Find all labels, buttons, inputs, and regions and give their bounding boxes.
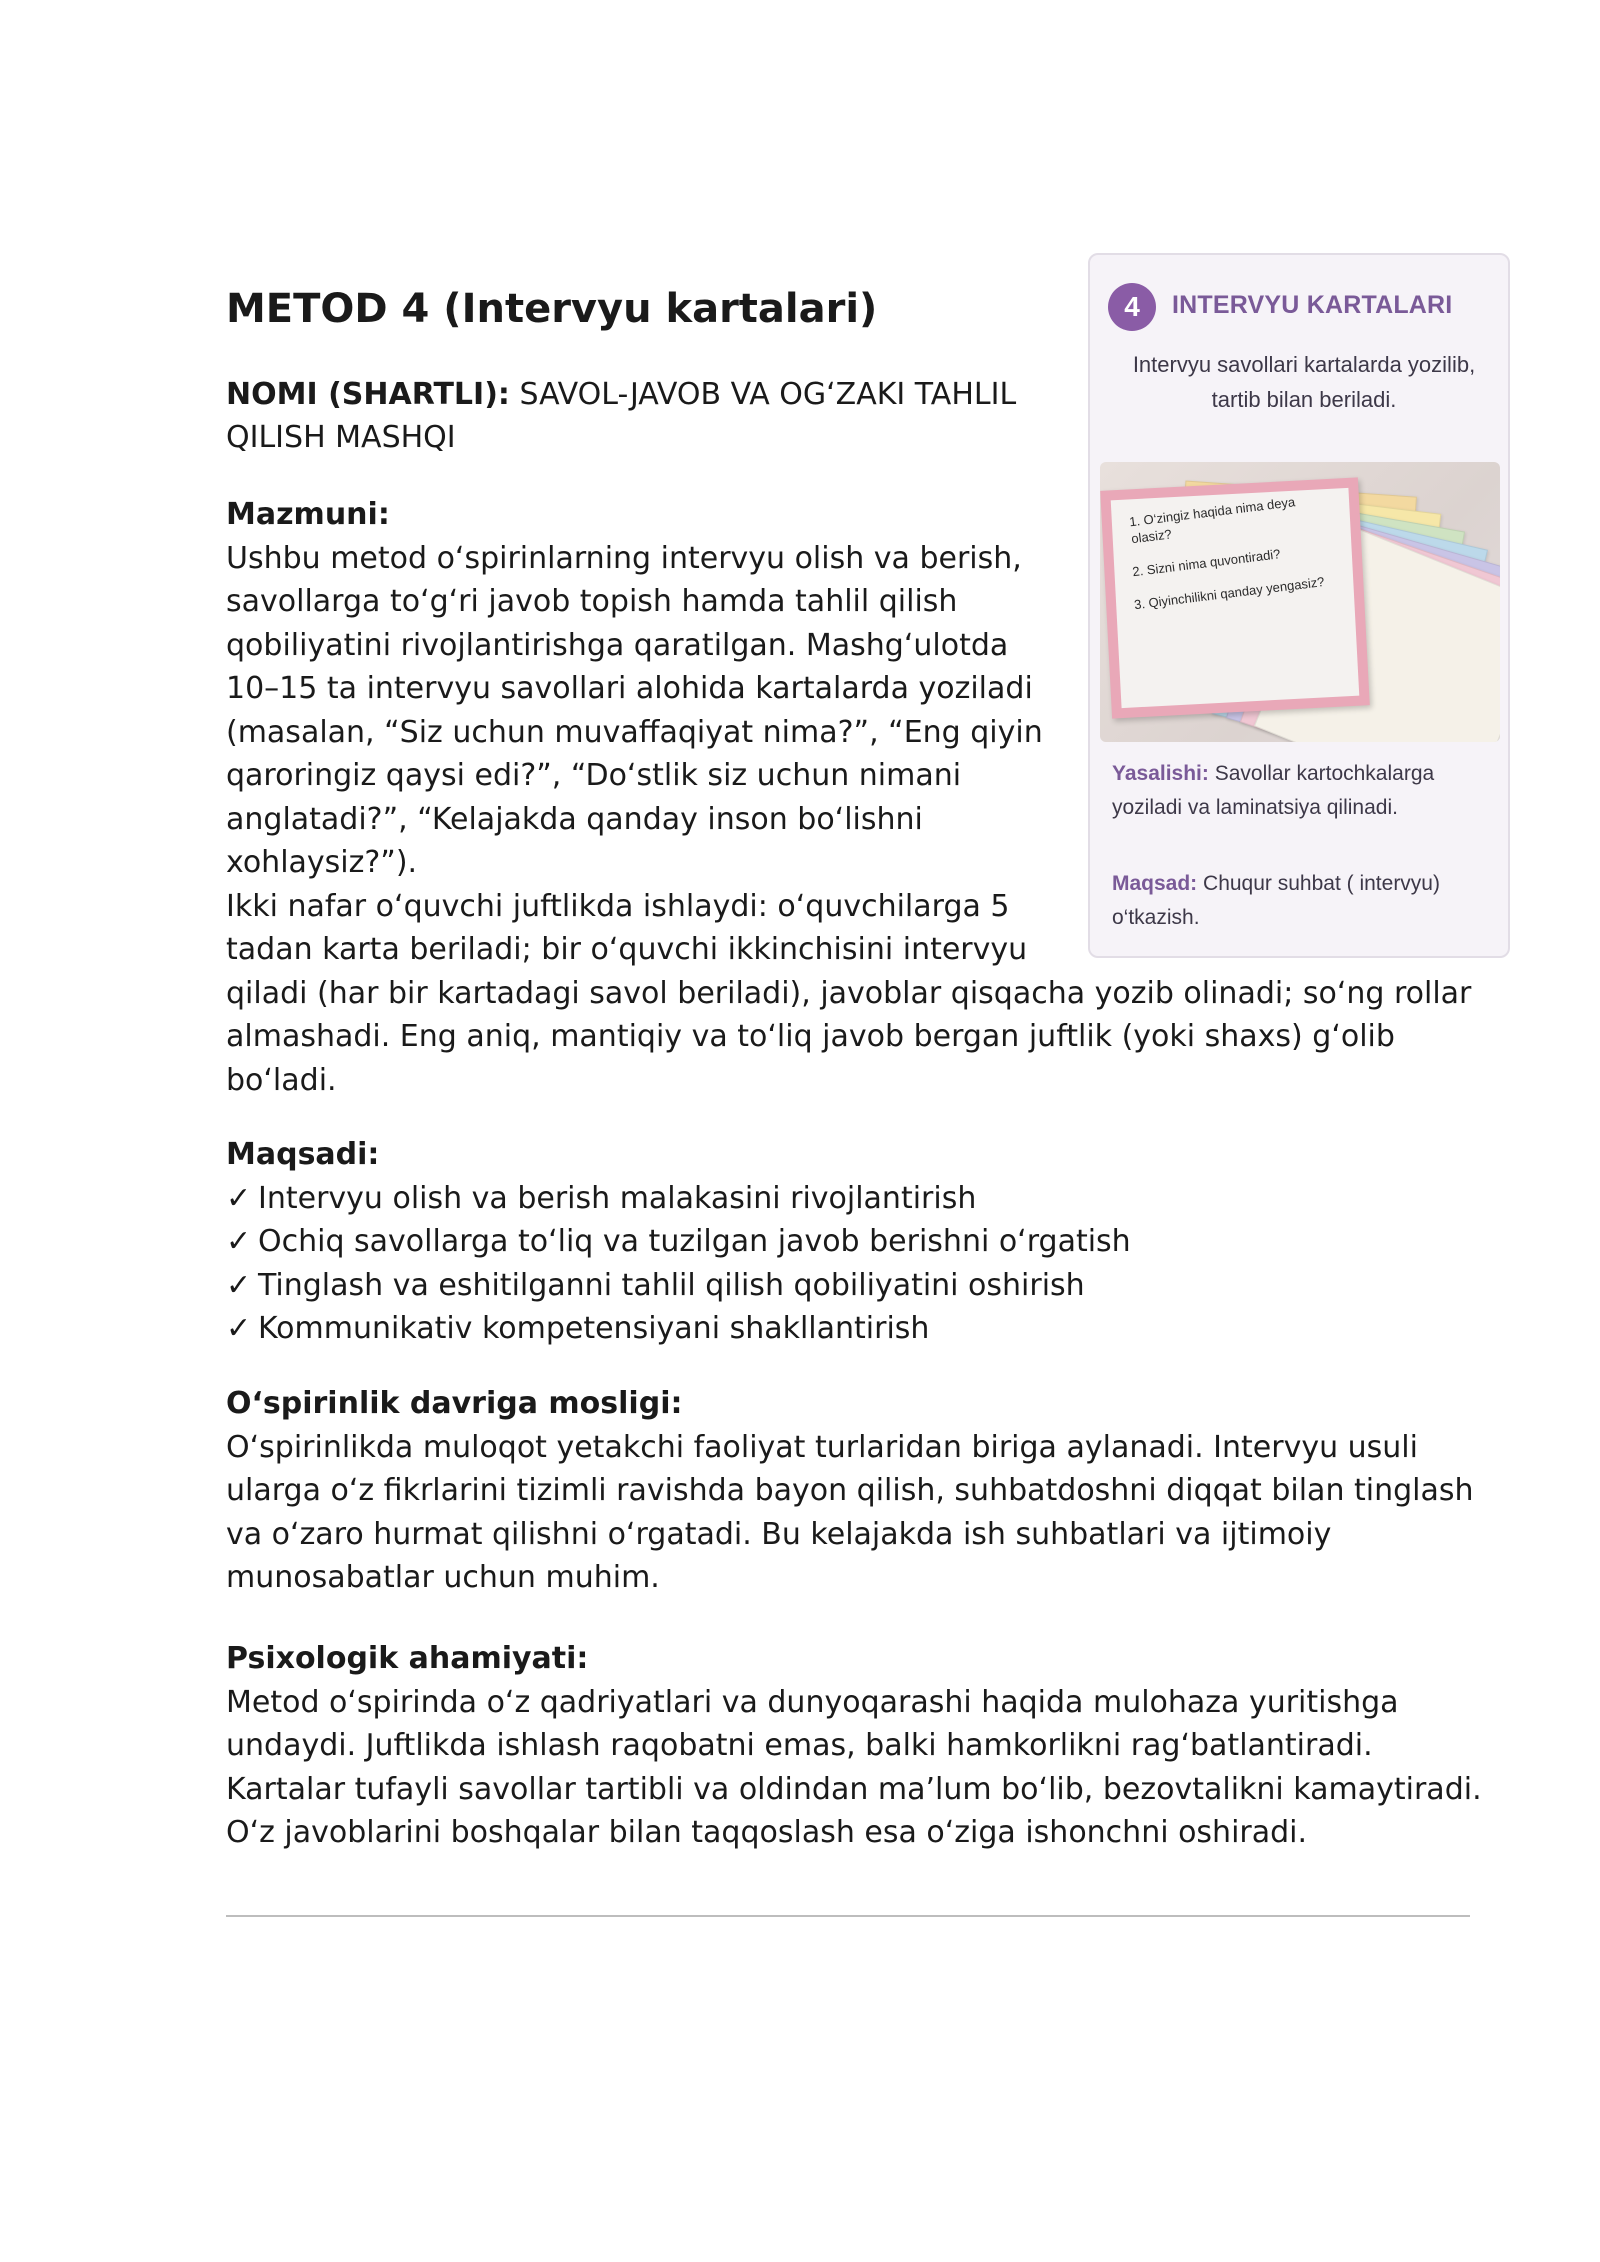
- list-item: [226, 1177, 1491, 1221]
- goal-text: Intervyu olish va berish malakasini rivojlantirish: [258, 1180, 977, 1216]
- maqsad-text: Chuqur suhbat ( intervyu) o‘tkazish.: [1112, 872, 1440, 929]
- goal-list: [226, 1177, 1491, 1351]
- card-maqsad: [1112, 867, 1496, 935]
- checkmark-icon: ✓: [226, 1224, 252, 1259]
- section-heading: Maqsadi:: [226, 1137, 380, 1172]
- card-title: INTERVYU KARTALARI: [1172, 291, 1453, 319]
- card-number-badge: 4: [1108, 283, 1156, 331]
- section-maqsadi: [226, 1133, 1491, 1351]
- section-heading: Mazmuni:: [226, 497, 390, 532]
- card-question: 2. Sizni nima quvontiradi?: [1131, 546, 1282, 580]
- card-question: 1. O‘zingiz haqida nima deya olasiz?: [1128, 494, 1296, 547]
- question-card: [1100, 477, 1370, 718]
- horizontal-divider: [226, 1915, 1470, 1917]
- section-psixologik: [226, 1637, 1491, 1855]
- method-name-value: SAVOL-JAVOB VA OG‘ZAKI TAHLIL QILISH MASHQI: [226, 377, 1017, 455]
- mazmuni-paragraph-1: Ushbu metod o‘spirinlarning intervyu olish va berish, savollarga to‘g‘ri javob topish hamda tahlil qilish qobiliyatini rivojlantirishga qaratilgan. Mashg‘ulotda 10–15 ta intervyu savollari alohida kartalarda yoziladi (masalan, “Siz uchun muvaffaqiyat nima?”, “Eng qiyin qaroringiz qaysi edi?”, “Do‘stlik siz uchun nimani anglatadi?”, “Kelajakda qanday inson bo‘lishni xohlaysiz?”).: [226, 540, 1043, 880]
- checkmark-icon: ✓: [226, 1180, 252, 1216]
- card-description: Intervyu savollari kartalarda yozilib, tartib bilan beriladi.: [1132, 352, 1476, 412]
- checkmark-icon: ✓: [226, 1311, 252, 1346]
- method-name-label: NOMI (SHARTLI):: [226, 377, 510, 412]
- section-mosligi: [226, 1382, 1491, 1600]
- card-header: [1108, 283, 1498, 331]
- method-card: [1088, 253, 1510, 958]
- section-heading: Psixologik ahamiyati:: [226, 1641, 589, 1676]
- section-heading: O‘spirinlik davriga mosligi:: [226, 1386, 683, 1421]
- checkmark-icon: ✓: [226, 1267, 252, 1303]
- yasalishi-text: Savollar kartochkalarga yoziladi va laminatsiya qilinadi.: [1112, 762, 1435, 819]
- maqsad-label: Maqsad:: [1112, 872, 1198, 895]
- yasalishi-label: Yasalishi:: [1112, 762, 1209, 785]
- list-item: [226, 1220, 1491, 1264]
- goal-text: Tinglash va eshitilganni tahlil qilish qobiliyatini oshirish: [258, 1267, 1085, 1303]
- psixologik-paragraph: Metod o‘spirinda o‘z qadriyatlari va dunyoqarashi haqida mulohaza yuritishga undaydi. Juftlikda ishlash raqobatni emas, balki hamkorlikni rag‘batlantiradi. Kartalar tufayli savollar tartibli va oldindan ma’lum bo‘lib, bezovtalikni kamaytiradi. O‘z javoblarini boshqalar bilan taqqoslash esa o‘ziga ishonchni oshiradi.: [226, 1684, 1482, 1850]
- list-item: [226, 1264, 1491, 1308]
- mazmuni-paragraph-2-start: Ikki nafar o‘quvchi juftlikda ishlaydi: o‘quvchilarga 5 tadan karta beriladi; bir o‘quvchi ikkinchisini intervyu: [226, 888, 1028, 967]
- goal-text: Ochiq savollarga to‘liq va tuzilgan javob berishni o‘rgatish: [258, 1224, 1131, 1259]
- mosligi-paragraph: O‘spirinlikda muloqot yetakchi faoliyat turlaridan biriga aylanadi. Intervyu usuli ularga o‘z fikrlarini tizimli ravishda bayon qilish, suhbatdoshni diqqat bilan tinglash va o‘zaro hurmat qilishni o‘rgatadi. Bu kelajakda ish suhbatlari va ijtimoiy munosabatlar uchun muhim.: [226, 1429, 1474, 1595]
- method-name: [226, 373, 1076, 459]
- card-yasalishi: [1112, 757, 1496, 825]
- list-item: [226, 1307, 1491, 1351]
- question-card-face: [1111, 488, 1360, 708]
- page-title: METOD 4 (Intervyu kartalari): [226, 286, 878, 332]
- goal-text: Kommunikativ kompetensiyani shakllantirish: [258, 1311, 930, 1346]
- card-question: 3. Qiyinchilikni qanday yengasiz?: [1133, 574, 1326, 613]
- mazmuni-paragraph-2-end: qiladi (har bir kartadagi savol beriladi), javoblar qisqacha yozib olinadi; so‘ng rollar almashadi. Eng aniq, mantiqiy va to‘liq javob bergan juftlik (yoki shaxs) g‘olib bo‘ladi.: [226, 975, 1472, 1098]
- cards-photo: [1100, 462, 1500, 742]
